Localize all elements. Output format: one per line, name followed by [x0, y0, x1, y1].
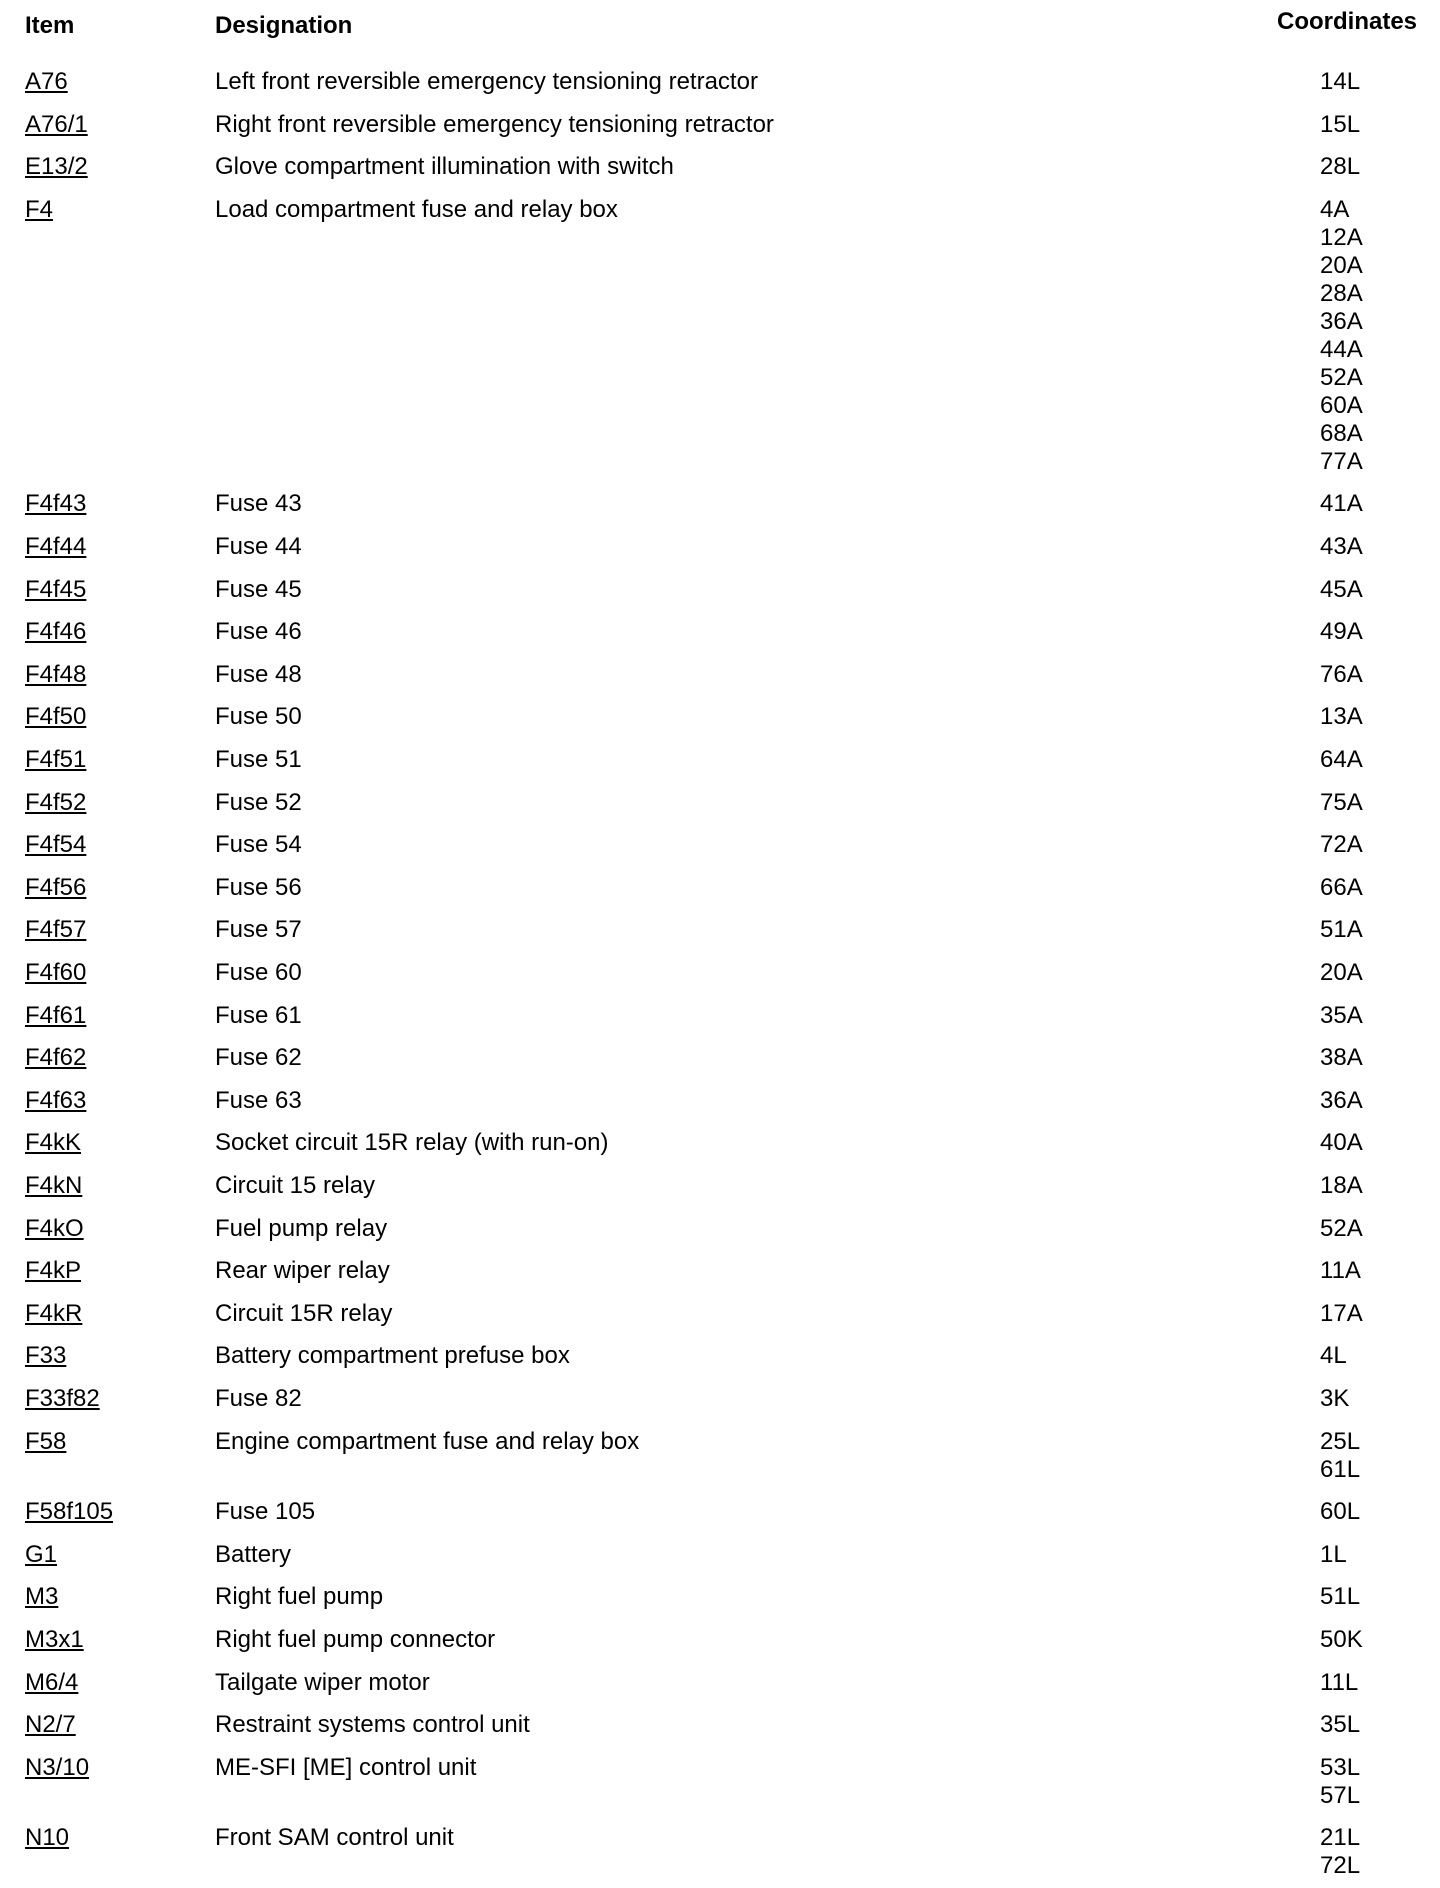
coordinate-value: 45A	[1320, 575, 1363, 603]
coordinates-cell	[1320, 153, 1360, 181]
coordinate-value: 72L	[1320, 1852, 1361, 1880]
designation-text: Fuse 51	[215, 746, 302, 773]
item-link[interactable]: F4f62	[25, 1044, 87, 1072]
designation-text: Rear wiper relay	[215, 1257, 390, 1285]
coordinate-value: 3K	[1320, 1385, 1350, 1412]
designation-text: Fuse 50	[215, 703, 302, 731]
coordinates-cell	[1320, 1385, 1349, 1413]
designation-text: Fuse 56	[215, 873, 302, 901]
coordinate-value: 44A	[1320, 335, 1363, 363]
coordinate-value: 28L	[1320, 153, 1361, 181]
coordinates-cell	[1320, 1044, 1363, 1072]
designation-text: Glove compartment illumination with switch	[215, 153, 674, 181]
coordinate-value: 38A	[1320, 1044, 1363, 1072]
designation-text: Battery	[215, 1540, 292, 1568]
coordinate-value: 13A	[1320, 703, 1363, 731]
coordinate-value: 43A	[1320, 533, 1363, 560]
coordinate-value: 57L	[1320, 1781, 1361, 1809]
coordinates-cell	[1320, 196, 1363, 476]
coordinate-value: 20A	[1320, 251, 1363, 279]
designation-text: Circuit 15 relay	[215, 1172, 376, 1199]
coordinates-cell	[1320, 1824, 1360, 1880]
designation-text: Fuse 44	[215, 533, 302, 560]
item-link[interactable]: F4f43	[25, 490, 87, 518]
coordinates-cell	[1320, 1087, 1363, 1115]
item-link[interactable]: F33	[25, 1342, 67, 1370]
coordinate-value: 15L	[1320, 110, 1361, 138]
designation-text: Fuse 82	[215, 1385, 302, 1412]
designation-text: Right fuel pump connector	[215, 1626, 496, 1653]
designation-text: Engine compartment fuse and relay box	[215, 1427, 640, 1455]
coordinates-cell	[1320, 1300, 1363, 1328]
designation-text: Fuel pump relay	[215, 1214, 388, 1242]
item-link[interactable]: F4f61	[25, 1001, 87, 1029]
coordinate-value: 21L	[1320, 1824, 1361, 1852]
coordinates-cell	[1320, 1257, 1361, 1285]
item-link[interactable]: F4kK	[25, 1129, 82, 1157]
coordinate-value: 60A	[1320, 391, 1363, 419]
coordinates-cell	[1320, 1669, 1358, 1697]
designation-text: Circuit 15R relay	[215, 1299, 393, 1327]
item-link[interactable]: A76/1	[25, 110, 88, 138]
coordinates-cell	[1320, 746, 1363, 774]
designation-text: Load compartment fuse and relay box	[215, 195, 618, 223]
designation-text: Fuse 61	[215, 1001, 302, 1029]
coordinate-value: 1L	[1320, 1540, 1347, 1568]
item-link[interactable]: F4f51	[25, 746, 87, 773]
designation-text: Restraint systems control unit	[215, 1711, 530, 1739]
designation-text: Battery compartment prefuse box	[215, 1342, 570, 1370]
coordinate-value: 68A	[1320, 419, 1363, 447]
coordinate-value: 28A	[1320, 279, 1363, 307]
item-link[interactable]: F4f50	[25, 703, 87, 731]
coordinate-value: 61L	[1320, 1455, 1361, 1483]
coordinate-value: 51L	[1320, 1583, 1361, 1611]
coordinate-value: 36A	[1320, 307, 1363, 335]
item-link[interactable]: M6/4	[25, 1668, 79, 1696]
coordinate-value: 35L	[1320, 1711, 1361, 1739]
designation-text: Right front reversible emergency tensioning retractor	[215, 110, 774, 138]
header-item: Item	[25, 12, 75, 39]
coordinates-cell	[1320, 533, 1363, 561]
coordinates-cell	[1320, 68, 1360, 96]
header-coordinates: Coordinates	[1277, 8, 1418, 35]
coordinate-value: 64A	[1320, 746, 1363, 773]
coordinate-value: 11L	[1320, 1668, 1359, 1696]
item-link[interactable]: F4f52	[25, 788, 87, 816]
item-link[interactable]: F58	[25, 1427, 67, 1455]
coordinates-cell	[1320, 1583, 1360, 1611]
designation-text: Fuse 48	[215, 660, 302, 688]
designation-text: Front SAM control unit	[215, 1824, 454, 1852]
designation-text: Fuse 43	[215, 490, 302, 518]
designation-text: Fuse 54	[215, 831, 302, 859]
item-link[interactable]: M3	[25, 1583, 59, 1611]
designation-text: Fuse 57	[215, 916, 302, 944]
coordinate-value: 76A	[1320, 660, 1363, 688]
coordinates-cell	[1320, 1129, 1363, 1157]
item-link[interactable]: N3/10	[25, 1753, 90, 1781]
coordinates-cell	[1320, 789, 1363, 817]
designation-text: Fuse 60	[215, 959, 302, 986]
item-link[interactable]: F4f46	[25, 618, 87, 646]
coordinates-cell	[1320, 490, 1363, 518]
coordinate-value: 20A	[1320, 959, 1363, 986]
coordinate-value: 14L	[1320, 68, 1361, 95]
item-link[interactable]: F4kN	[25, 1172, 83, 1199]
item-link[interactable]: F4f57	[25, 916, 87, 944]
coordinate-value: 17A	[1320, 1299, 1363, 1327]
coordinates-cell	[1320, 1711, 1360, 1739]
coordinates-cell	[1320, 111, 1360, 139]
item-link[interactable]: F4f54	[25, 831, 87, 859]
coordinate-value: 50K	[1320, 1626, 1363, 1653]
coordinates-cell	[1320, 1754, 1360, 1810]
designation-text: Fuse 62	[215, 1044, 302, 1072]
coordinates-cell	[1320, 1626, 1363, 1654]
designation-text: Fuse 46	[215, 618, 302, 646]
designation-text: Fuse 52	[215, 788, 302, 816]
designation-text: Socket circuit 15R relay (with run-on)	[215, 1129, 609, 1157]
coordinate-value: 36A	[1320, 1086, 1363, 1114]
item-link[interactable]: A76	[25, 68, 68, 95]
coordinates-cell	[1320, 831, 1363, 859]
coordinate-value: 18A	[1320, 1172, 1363, 1199]
designation-text: Right fuel pump	[215, 1583, 384, 1611]
item-link[interactable]: F4kP	[25, 1257, 82, 1285]
coordinate-value: 12A	[1320, 223, 1363, 251]
coordinate-value: 25L	[1320, 1427, 1361, 1455]
coordinate-value: 53L	[1320, 1753, 1361, 1781]
coordinate-value: 49A	[1320, 618, 1363, 646]
designation-text: Tailgate wiper motor	[215, 1668, 430, 1696]
item-link[interactable]: F4f56	[25, 873, 87, 901]
coordinate-value: 41A	[1320, 490, 1363, 518]
coordinate-value: 52A	[1320, 1214, 1363, 1242]
coordinate-value: 66A	[1320, 873, 1363, 901]
item-link[interactable]: G1	[25, 1540, 58, 1568]
coordinate-value: 40A	[1320, 1129, 1363, 1157]
coordinates-cell	[1320, 874, 1363, 902]
coordinates-cell	[1320, 576, 1363, 604]
designation-text: ME-SFI [ME] control unit	[215, 1753, 477, 1781]
coordinates-cell	[1320, 1215, 1363, 1243]
coordinates-cell	[1320, 1342, 1347, 1370]
item-link[interactable]: F4kR	[25, 1299, 83, 1327]
coordinate-value: 35A	[1320, 1001, 1363, 1029]
coordinates-cell	[1320, 1498, 1360, 1526]
item-link[interactable]: E13/2	[25, 153, 88, 181]
coordinates-cell	[1320, 703, 1363, 731]
coordinate-value: 11A	[1320, 1257, 1361, 1285]
coordinate-value: 52A	[1320, 363, 1363, 391]
coordinate-value: 77A	[1320, 447, 1363, 475]
designation-text: Fuse 45	[215, 575, 302, 603]
item-link[interactable]: F4	[25, 195, 54, 223]
coordinate-value: 72A	[1320, 831, 1363, 859]
item-link[interactable]: M3x1	[25, 1626, 84, 1653]
item-link[interactable]: F4f45	[25, 575, 87, 603]
designation-text: Fuse 105	[215, 1498, 316, 1526]
item-link[interactable]: F4f63	[25, 1086, 87, 1114]
coordinate-value: 75A	[1320, 788, 1363, 816]
coordinates-cell	[1320, 959, 1363, 987]
coordinate-value: 60L	[1320, 1498, 1361, 1526]
item-link[interactable]: F4f44	[25, 533, 87, 560]
coordinates-cell	[1320, 1172, 1363, 1200]
coordinate-value: 4L	[1320, 1342, 1347, 1370]
item-link[interactable]: F4f60	[25, 959, 87, 986]
coordinates-cell	[1320, 916, 1363, 944]
item-link[interactable]: N10	[25, 1824, 70, 1852]
coordinates-cell	[1320, 661, 1363, 689]
coordinates-cell	[1320, 618, 1363, 646]
coordinates-cell	[1320, 1002, 1363, 1030]
item-link[interactable]: F4kO	[25, 1214, 84, 1242]
coordinate-value: 51A	[1320, 916, 1363, 944]
header-designation: Designation	[215, 12, 353, 39]
coordinate-value: 4A	[1320, 195, 1350, 223]
designation-text: Fuse 63	[215, 1086, 302, 1114]
item-link[interactable]: F4f48	[25, 660, 87, 688]
item-link[interactable]: F58f105	[25, 1498, 114, 1526]
designation-text: Left front reversible emergency tensioning retractor	[215, 68, 758, 95]
item-link[interactable]: N2/7	[25, 1711, 76, 1739]
table-header	[0, 0, 1440, 60]
coordinates-cell	[1320, 1541, 1347, 1569]
coordinates-cell	[1320, 1428, 1360, 1484]
item-link[interactable]: F33f82	[25, 1385, 100, 1412]
